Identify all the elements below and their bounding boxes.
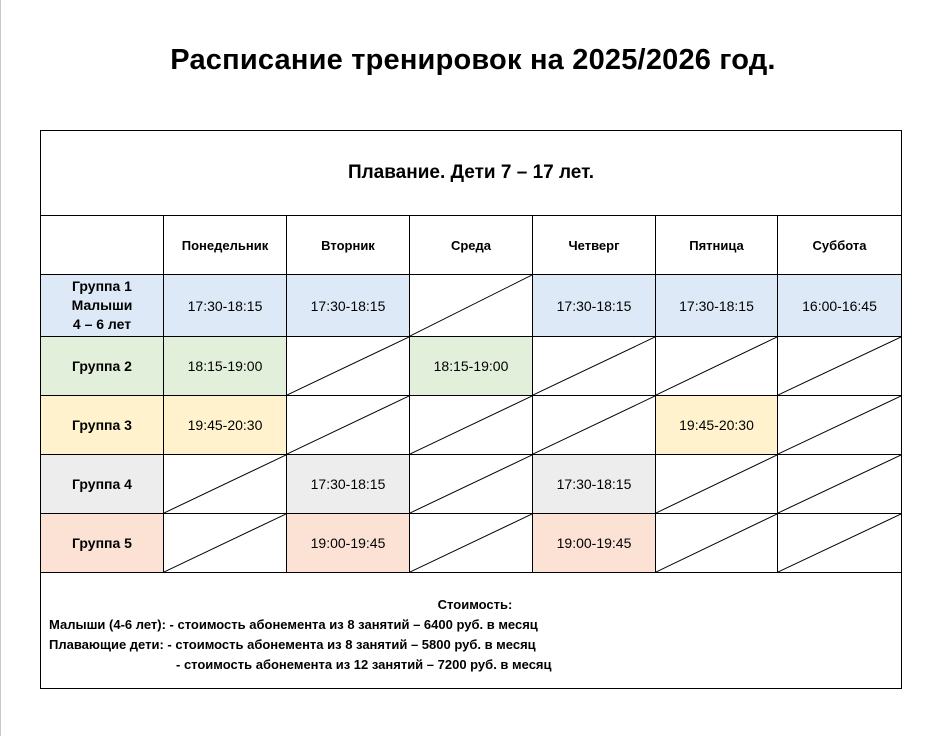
group-name-line: 4 – 6 лет bbox=[72, 316, 132, 332]
empty-cell bbox=[287, 396, 410, 455]
empty-cell bbox=[410, 455, 533, 514]
diagonal-strike bbox=[164, 455, 286, 513]
group-name-cell bbox=[41, 275, 164, 337]
group-name-line: Группа 5 bbox=[72, 534, 132, 551]
diagonal-strike bbox=[656, 514, 777, 572]
cost-title: Стоимость: bbox=[437, 597, 513, 612]
cost-row bbox=[41, 573, 902, 689]
diagonal-strike bbox=[164, 514, 286, 572]
group-name-line: Группа 2 bbox=[72, 357, 132, 374]
group-rows bbox=[41, 275, 902, 573]
table-header-row bbox=[41, 131, 902, 216]
cost-line: - стоимость абонемента из 12 занятий – 7200 руб. в месяц bbox=[176, 657, 552, 672]
table-row bbox=[41, 337, 902, 396]
empty-cell bbox=[778, 396, 902, 455]
time-cell: 19:45-20:30 bbox=[164, 396, 287, 455]
page-edge bbox=[0, 0, 1, 736]
table-row bbox=[41, 275, 902, 337]
diagonal-strike bbox=[287, 337, 409, 395]
diagonal-strike bbox=[778, 337, 901, 395]
time-cell: 17:30-18:15 bbox=[287, 455, 410, 514]
schedule-table bbox=[40, 130, 902, 689]
day-header: Понедельник bbox=[164, 216, 287, 275]
day-header: Вторник bbox=[287, 216, 410, 275]
diagonal-strike bbox=[410, 455, 532, 513]
empty-cell bbox=[410, 396, 533, 455]
empty-cell bbox=[287, 337, 410, 396]
time-cell: 19:45-20:30 bbox=[656, 396, 778, 455]
diagonal-strike bbox=[533, 337, 655, 395]
diagonal-strike bbox=[410, 514, 532, 572]
table-row bbox=[41, 396, 902, 455]
group-name-line: Группа 4 bbox=[72, 475, 132, 492]
day-header: Среда bbox=[410, 216, 533, 275]
group-name-line: Группа 3 bbox=[72, 416, 132, 433]
diagonal-strike bbox=[778, 514, 901, 572]
time-cell: 18:15-19:00 bbox=[410, 337, 533, 396]
time-cell: 17:30-18:15 bbox=[287, 275, 410, 337]
corner-cell bbox=[41, 216, 164, 275]
group-name-cell bbox=[41, 514, 164, 573]
empty-cell bbox=[410, 514, 533, 573]
time-cell: 17:30-18:15 bbox=[656, 275, 778, 337]
empty-cell bbox=[656, 514, 778, 573]
cost-cell bbox=[41, 573, 902, 689]
empty-cell bbox=[778, 337, 902, 396]
time-cell: 19:00-19:45 bbox=[287, 514, 410, 573]
empty-cell bbox=[778, 455, 902, 514]
page-title: Расписание тренировок на 2025/2026 год. bbox=[170, 44, 776, 76]
empty-cell bbox=[656, 455, 778, 514]
diagonal-strike bbox=[656, 337, 777, 395]
group-name-line: Группа 1 bbox=[72, 278, 132, 294]
diagonal-strike bbox=[533, 396, 655, 454]
empty-cell bbox=[164, 455, 287, 514]
empty-cell bbox=[533, 396, 656, 455]
time-cell: 16:00-16:45 bbox=[778, 275, 902, 337]
time-cell: 17:30-18:15 bbox=[164, 275, 287, 337]
group-name-cell bbox=[41, 455, 164, 514]
time-cell: 19:00-19:45 bbox=[533, 514, 656, 573]
diagonal-strike bbox=[778, 396, 901, 454]
empty-cell bbox=[533, 337, 656, 396]
diagonal-strike bbox=[287, 396, 409, 454]
group-name-cell bbox=[41, 396, 164, 455]
table-subtitle: Плавание. Дети 7 – 17 лет. bbox=[41, 131, 902, 216]
time-cell: 17:30-18:15 bbox=[533, 455, 656, 514]
cost-line: Малыши (4-6 лет): - стоимость абонемента из 8 занятий – 6400 руб. в месяц bbox=[49, 617, 538, 632]
day-header: Суббота bbox=[778, 216, 902, 275]
diagonal-strike bbox=[410, 275, 532, 336]
days-row bbox=[41, 216, 902, 275]
time-cell: 17:30-18:15 bbox=[533, 275, 656, 337]
group-name-cell bbox=[41, 337, 164, 396]
day-header: Четверг bbox=[533, 216, 656, 275]
diagonal-strike bbox=[410, 396, 532, 454]
day-header: Пятница bbox=[656, 216, 778, 275]
diagonal-strike bbox=[778, 455, 901, 513]
empty-cell bbox=[778, 514, 902, 573]
empty-cell bbox=[410, 275, 533, 337]
group-name-line: Малыши bbox=[71, 297, 133, 313]
time-cell: 18:15-19:00 bbox=[164, 337, 287, 396]
table-row bbox=[41, 514, 902, 573]
empty-cell bbox=[164, 514, 287, 573]
table-row bbox=[41, 455, 902, 514]
cost-line: Плавающие дети: - стоимость абонемента из 8 занятий – 5800 руб. в месяц bbox=[49, 637, 536, 652]
empty-cell bbox=[656, 337, 778, 396]
diagonal-strike bbox=[656, 455, 777, 513]
